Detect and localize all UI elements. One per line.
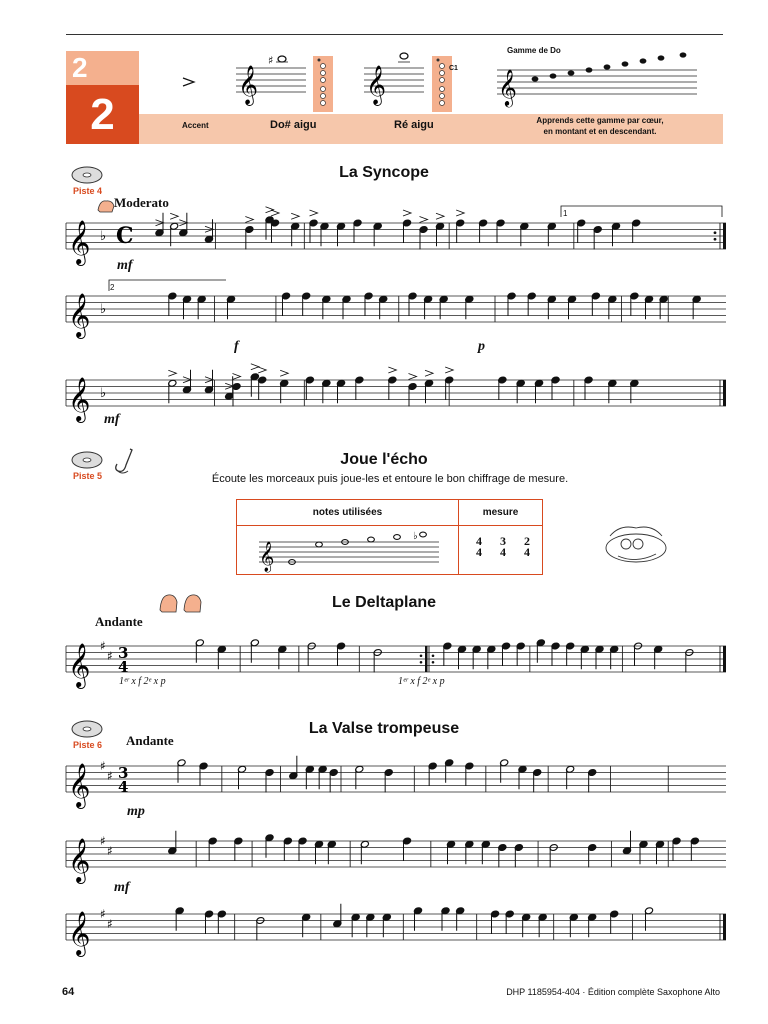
note (408, 292, 417, 316)
note (179, 213, 188, 237)
note (204, 370, 213, 394)
scale-title: Gamme de Do (507, 46, 561, 55)
note (281, 292, 290, 316)
note (199, 762, 208, 786)
table-header-notes: notes utilisées (237, 500, 459, 526)
svg-text:𝄞: 𝄞 (68, 911, 91, 955)
note (498, 376, 507, 400)
note (593, 226, 602, 250)
note (672, 837, 681, 861)
dynamic-mark: mp (127, 804, 145, 819)
note (402, 210, 411, 243)
ts-top: 4 (476, 534, 482, 548)
note (353, 219, 362, 243)
note (507, 292, 516, 316)
syncope-staff-3 (66, 368, 726, 428)
note (566, 642, 575, 666)
ts-top: 3 (500, 534, 506, 548)
volta-bracket-2 (108, 279, 228, 291)
dynamic-mark: 1ᵉʳ x f 2ᵉ x p (398, 676, 445, 687)
piece-title: Le Deltaplane (331, 594, 437, 611)
echo-table (236, 499, 543, 575)
svg-text:♯: ♯ (107, 843, 113, 858)
note (498, 844, 507, 868)
dynamic-mark: mf (117, 258, 133, 273)
instruction-text: Écoute les morceaux puis joue-les et entoure le bon chiffrage de mesure. (211, 473, 569, 485)
lesson-number-big: 2 (66, 85, 139, 144)
svg-text:♯: ♯ (107, 768, 113, 783)
tempo-marking: Moderato (114, 195, 169, 210)
note (551, 376, 560, 400)
note (258, 367, 267, 400)
track-label: Piste 6 (73, 740, 103, 750)
note (588, 769, 597, 793)
fingering-c1-label: C1 (449, 65, 458, 72)
cd-icon (71, 450, 103, 470)
dynamic-mark: p (478, 339, 485, 354)
dynamic-mark: mf (114, 880, 130, 895)
note (577, 219, 586, 243)
page-number: 64 (62, 986, 75, 998)
svg-text:♭: ♭ (100, 302, 107, 317)
note (527, 292, 536, 316)
note (630, 292, 639, 316)
tempo-marking: Andante (95, 614, 143, 629)
ts-bottom: 4 (500, 545, 506, 559)
svg-text:♯: ♯ (268, 54, 274, 67)
note (204, 910, 213, 934)
time-signature-option[interactable] (521, 536, 533, 558)
svg-text:♭: ♭ (100, 229, 107, 244)
note (232, 374, 241, 407)
svg-text:𝄞: 𝄞 (68, 643, 91, 687)
cd-icon (71, 719, 103, 739)
track-label: Piste 4 (73, 186, 103, 196)
syncope-staff-2 (66, 284, 726, 344)
svg-text:𝄞: 𝄞 (68, 377, 91, 421)
note (217, 910, 226, 934)
header-staff-d (364, 50, 424, 110)
note (419, 217, 428, 250)
note (289, 756, 298, 780)
notes-cell (237, 526, 459, 574)
note (443, 642, 452, 666)
note (208, 837, 217, 861)
svg-text:♭: ♭ (413, 531, 418, 542)
valse-staff-1 (66, 754, 726, 814)
cd-icon (71, 165, 103, 185)
svg-text:𝄞: 𝄞 (259, 542, 275, 572)
note (283, 837, 292, 861)
note (270, 210, 279, 243)
note (496, 219, 505, 243)
note (234, 837, 243, 861)
d-label: Ré aigu (394, 119, 434, 131)
time-signature-option[interactable] (473, 536, 485, 558)
note (302, 292, 311, 316)
hands-icon (158, 590, 206, 616)
note (309, 210, 318, 243)
dynamic-mark: mf (104, 412, 120, 427)
svg-text:𝄞: 𝄞 (68, 763, 91, 807)
piece-title: La Valse trompeuse (308, 720, 460, 737)
svg-text:3: 3 (118, 764, 129, 782)
note (690, 837, 699, 861)
header-staff-csharp (236, 50, 306, 110)
note (514, 844, 523, 868)
footer-credit: DHP 1185954-404 · Édition complète Saxophone Alto (506, 987, 720, 997)
note (501, 642, 510, 666)
saxophone-icon (114, 447, 140, 477)
svg-text:♯: ♯ (107, 916, 113, 931)
valse-staff-3 (66, 902, 726, 962)
svg-text:𝄞: 𝄞 (498, 68, 517, 106)
piece-title: La Syncope (339, 164, 429, 181)
note (402, 837, 411, 861)
svg-text:♯: ♯ (100, 907, 106, 921)
note (298, 837, 307, 861)
ts-bottom: 4 (476, 545, 482, 559)
svg-text:4: 4 (118, 658, 129, 676)
note (265, 769, 274, 793)
syncope-staff-1 (66, 211, 726, 271)
note (465, 762, 474, 786)
fingering-chart-csharp (313, 56, 333, 112)
note (533, 769, 542, 793)
note (245, 217, 254, 250)
scale-instruction-1: Apprends cette gamme par cœur, (536, 116, 664, 125)
scale-instruction-2: en montant et en descendant. (543, 127, 657, 136)
note (584, 376, 593, 400)
notes-staff (259, 531, 439, 572)
volta-bracket-1 (560, 205, 724, 217)
lesson-number-small: 2 (66, 51, 139, 85)
ts-bottom: 4 (524, 545, 530, 559)
note (456, 210, 465, 243)
volta-2: 2 (110, 283, 115, 292)
accent-symbol (182, 77, 196, 87)
note (408, 374, 417, 407)
dynamic-mark: f (234, 339, 239, 354)
csharp-label: Do# aigu (270, 119, 317, 131)
note (591, 292, 600, 316)
accent-label: Accent (182, 121, 209, 130)
scale-staff (497, 56, 697, 106)
note (479, 219, 488, 243)
top-rule (66, 34, 723, 35)
time-signature-option[interactable] (497, 536, 509, 558)
note (155, 213, 164, 237)
ts-top: 2 (524, 534, 530, 548)
note (622, 831, 631, 855)
svg-text:♯: ♯ (100, 834, 106, 848)
svg-text:♯: ♯ (100, 759, 106, 773)
svg-text:𝄞: 𝄞 (68, 293, 91, 337)
note (505, 910, 514, 934)
svg-text:C: C (116, 223, 134, 249)
note (355, 376, 364, 400)
dynamic-mark: 1ᵉʳ x f 2ᵉ x p (119, 676, 166, 687)
svg-text:4: 4 (118, 778, 129, 796)
note (364, 292, 373, 316)
svg-text:3: 3 (118, 644, 129, 662)
note (384, 769, 393, 793)
note (428, 762, 437, 786)
note (610, 910, 619, 934)
note (588, 844, 597, 868)
svg-text:♯: ♯ (107, 648, 113, 663)
note (168, 831, 177, 855)
note (168, 292, 177, 316)
svg-text:𝄞: 𝄞 (366, 65, 387, 105)
note (333, 904, 342, 928)
volta-1: 1 (563, 209, 568, 218)
note (182, 370, 191, 394)
note (490, 910, 499, 934)
note (329, 769, 338, 793)
piece-title: Joue l'écho (340, 451, 428, 468)
svg-text:𝄞: 𝄞 (238, 65, 259, 105)
svg-text:𝄞: 𝄞 (68, 838, 91, 882)
note (388, 367, 397, 400)
track-label: Piste 5 (73, 471, 103, 481)
note (632, 219, 641, 243)
cartoon-illustration (600, 522, 672, 566)
svg-text:♭: ♭ (100, 386, 107, 401)
note (516, 642, 525, 666)
note (305, 376, 314, 400)
valse-staff-2 (66, 829, 726, 889)
tempo-marking: Andante (126, 733, 174, 748)
svg-text:𝄞: 𝄞 (68, 220, 91, 264)
note (336, 642, 345, 666)
note (551, 642, 560, 666)
svg-text:♯: ♯ (100, 639, 106, 653)
table-header-measure: mesure (459, 500, 542, 526)
